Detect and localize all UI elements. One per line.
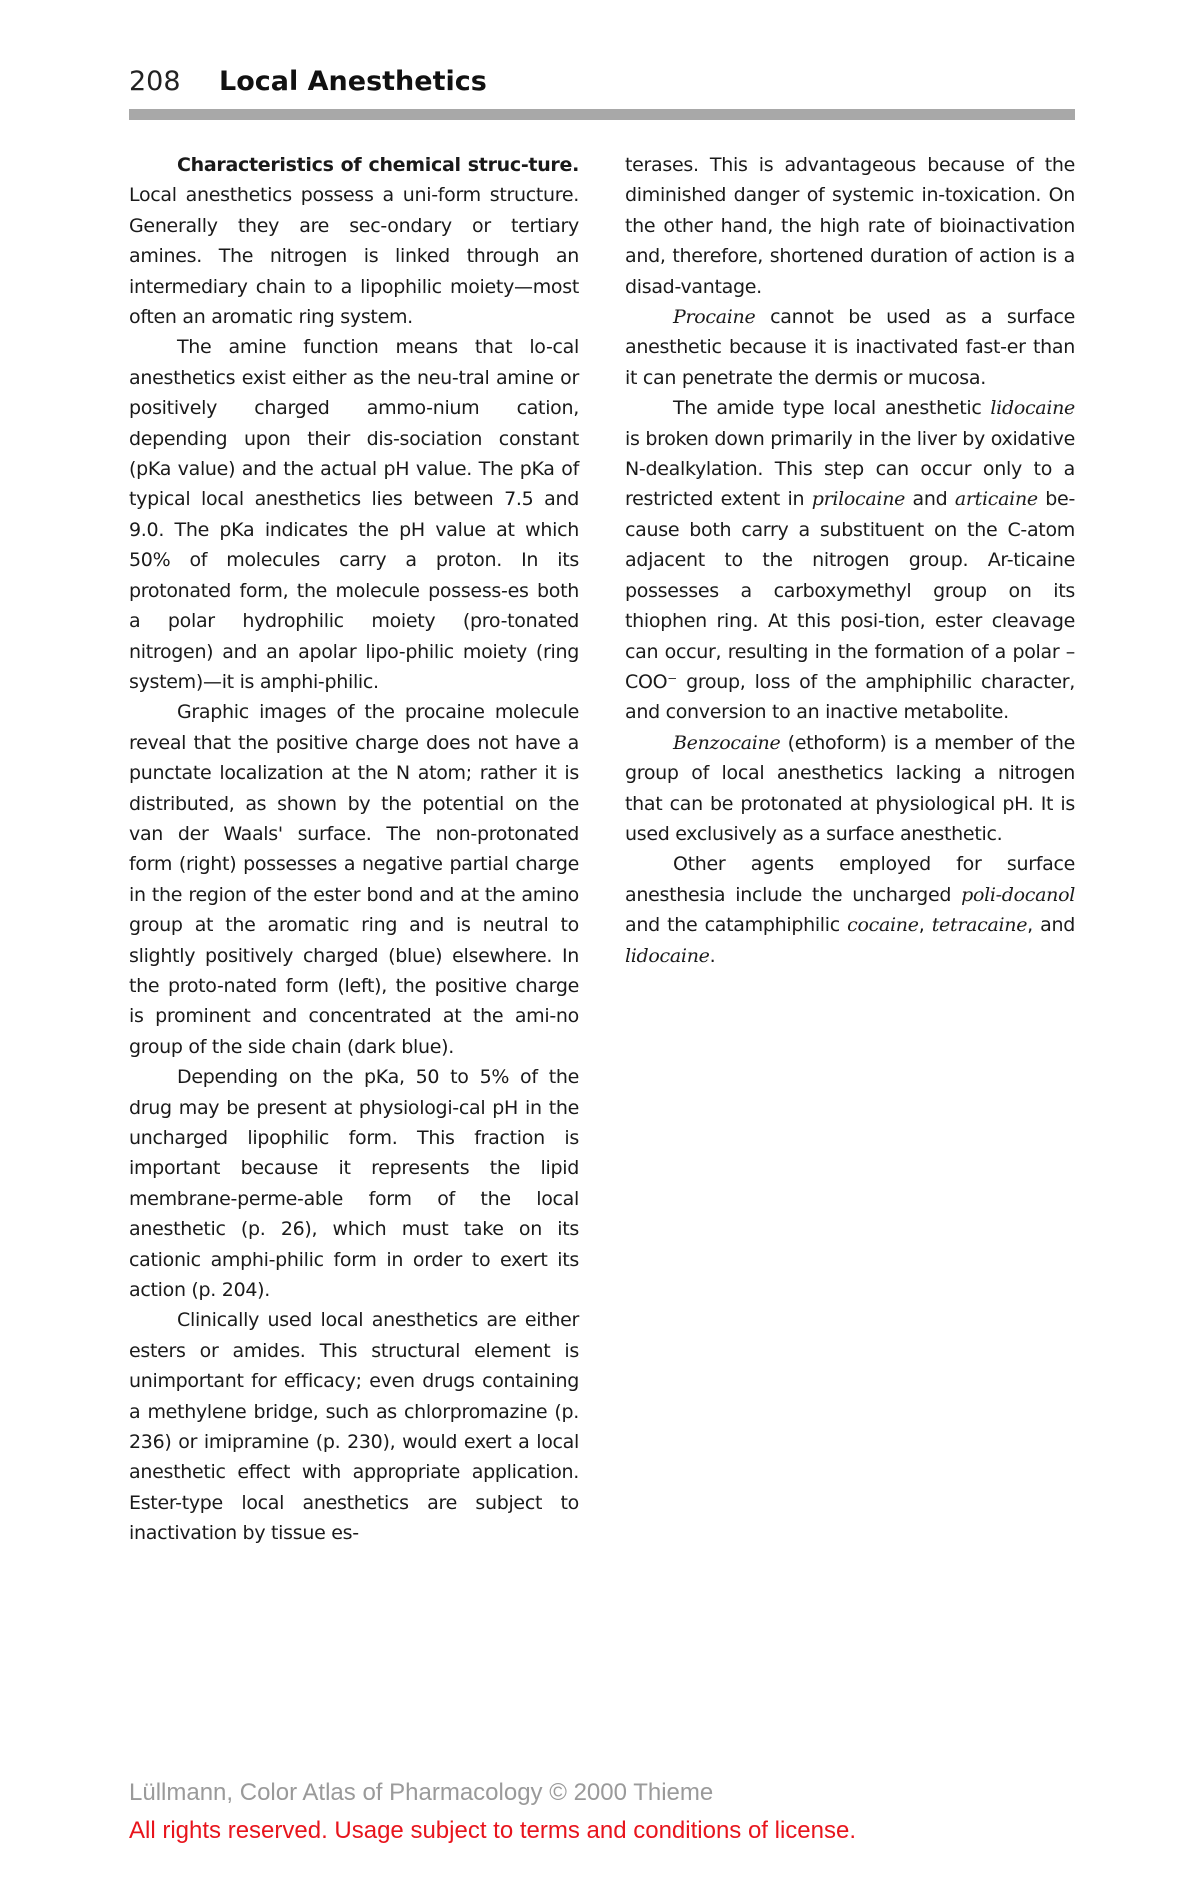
drug-name: tetracaine	[931, 914, 1028, 937]
run-in-heading: Characteristics of chemical struc-ture.	[177, 154, 579, 176]
drug-name: Procaine	[673, 306, 756, 329]
drug-name: articaine	[954, 488, 1038, 511]
drug-name: poli-docanol	[961, 883, 1075, 906]
paragraph-text: ,	[918, 914, 932, 937]
paragraph-amine-function: The amine function means that lo-cal anesthetics exist either as the neu-tral amine or positively charged ammo-nium cation, depending upon their dis-sociation constant (pKa value) and the actual pH value. The pKa of typical local anesthetics lies between 7.5 and 9.0. The pKa indicates the pH value at which 50% of molecules carry a proton. In its protonated form, the molecule possess-es both a polar hydrophilic moiety (pro-tonated nitrogen) and an apolar lipo-philic moiety (ring system)—it is amphi-philic.	[129, 336, 579, 693]
paragraph-text: The amide type local anesthetic	[673, 397, 991, 420]
copyright-credit: Lüllmann, Color Atlas of Pharmacology © 2000 Thieme	[129, 1779, 714, 1806]
paragraph-text: Other agents employed for surface anesthesia include the uncharged	[625, 853, 1075, 906]
paragraph-text: and the catamphiphilic	[625, 914, 848, 937]
paragraph-lidocaine	[625, 393, 1075, 727]
paragraph-pka-fraction: Depending on the pKa, 50 to 5% of the drug may be present at physiologi-cal pH in the uncharged lipophilic form. This fraction is important because it represents the lipid membrane-perme-able form of the local anesthetic (p. 26), which must take on its cationic amphi-philic form in order to exert its action (p. 204).	[129, 1066, 579, 1302]
paragraph-other-agents	[625, 849, 1075, 971]
paragraph-text: (ethoform) is a member of the group of local anesthetics lacking a nitrogen that can be protonated at physiological pH. It is used exclusively as a surface anesthetic.	[625, 731, 1075, 845]
header-rule	[129, 109, 1075, 120]
paragraph-text: Local anesthetics possess a uni-form structure. Generally they are sec-ondary or tertiary amines. The nitrogen is linked through an intermediary chain to a lipophilic moiety—most often an aromatic ring system.	[129, 184, 579, 329]
left-column	[129, 150, 579, 1549]
drug-name: Benzocaine	[673, 731, 781, 754]
paragraph-procaine	[625, 302, 1075, 393]
paragraph-text: cannot be used as a surface anesthetic because it is inactivated fast-er than it can penetrate the dermis or mucosa.	[625, 306, 1075, 389]
paragraph-procaine-images: Graphic images of the procaine molecule reveal that the positive charge does not have a punctate localization at the N atom; rather it is distributed, as shown by the potential on the van der Waals' surface. The non-protonated form (right) possesses a negative partial charge in the region of the ester bond and at the amino group at the aromatic ring and is neutral to slightly positively charged (blue) elsewhere. In the proto-nated form (left), the positive charge is prominent and concentrated at the ami-no group of the side chain (dark blue).	[129, 701, 579, 1058]
paragraph-benzocaine	[625, 728, 1075, 850]
drug-name: lidocaine	[625, 944, 710, 967]
page-number: 208	[129, 66, 181, 97]
paragraph-characteristics	[129, 150, 579, 332]
paragraph-text: is broken down primarily in the liver by oxidative N-dealkylation. This step can occur only to a restricted extent in	[625, 427, 1075, 511]
drug-name: prilocaine	[811, 488, 906, 511]
paragraph-text: , and	[1027, 914, 1076, 937]
paragraph-text: be-cause both carry a substituent on the C-atom adjacent to the nitrogen group. Ar-ticaine possesses a carboxymethyl group on its thiophen ring. At this posi-tion, ester cleavage can occur, resulting in the formation of a polar –COO⁻ group, loss of the amphiphilic character, and conversion to an inactive metabolite.	[625, 488, 1075, 724]
chapter-title: Local Anesthetics	[219, 66, 487, 97]
paragraph-text: .	[709, 944, 716, 967]
paragraph-terases: terases. This is advantageous because of the diminished danger of systemic in-toxication. On the other hand, the high rate of bioinactivation and, therefore, shortened duration of action is a disad-vantage.	[625, 154, 1075, 298]
rights-notice: All rights reserved. Usage subject to terms and conditions of license.	[129, 1817, 857, 1844]
drug-name: lidocaine	[990, 397, 1075, 420]
paragraph-text: and	[905, 488, 955, 511]
page-header	[129, 62, 1075, 104]
drug-name: cocaine	[847, 914, 919, 937]
right-column	[625, 150, 1075, 971]
paragraph-esters-amides: Clinically used local anesthetics are either esters or amides. This structural element is unimportant for efficacy; even drugs containing a methylene bridge, such as chlorpromazine (p. 236) or imipramine (p. 230), would exert a local anesthetic effect with appropriate application. Ester-type local anesthetics are subject to inactivation by tissue es-	[129, 1309, 579, 1545]
